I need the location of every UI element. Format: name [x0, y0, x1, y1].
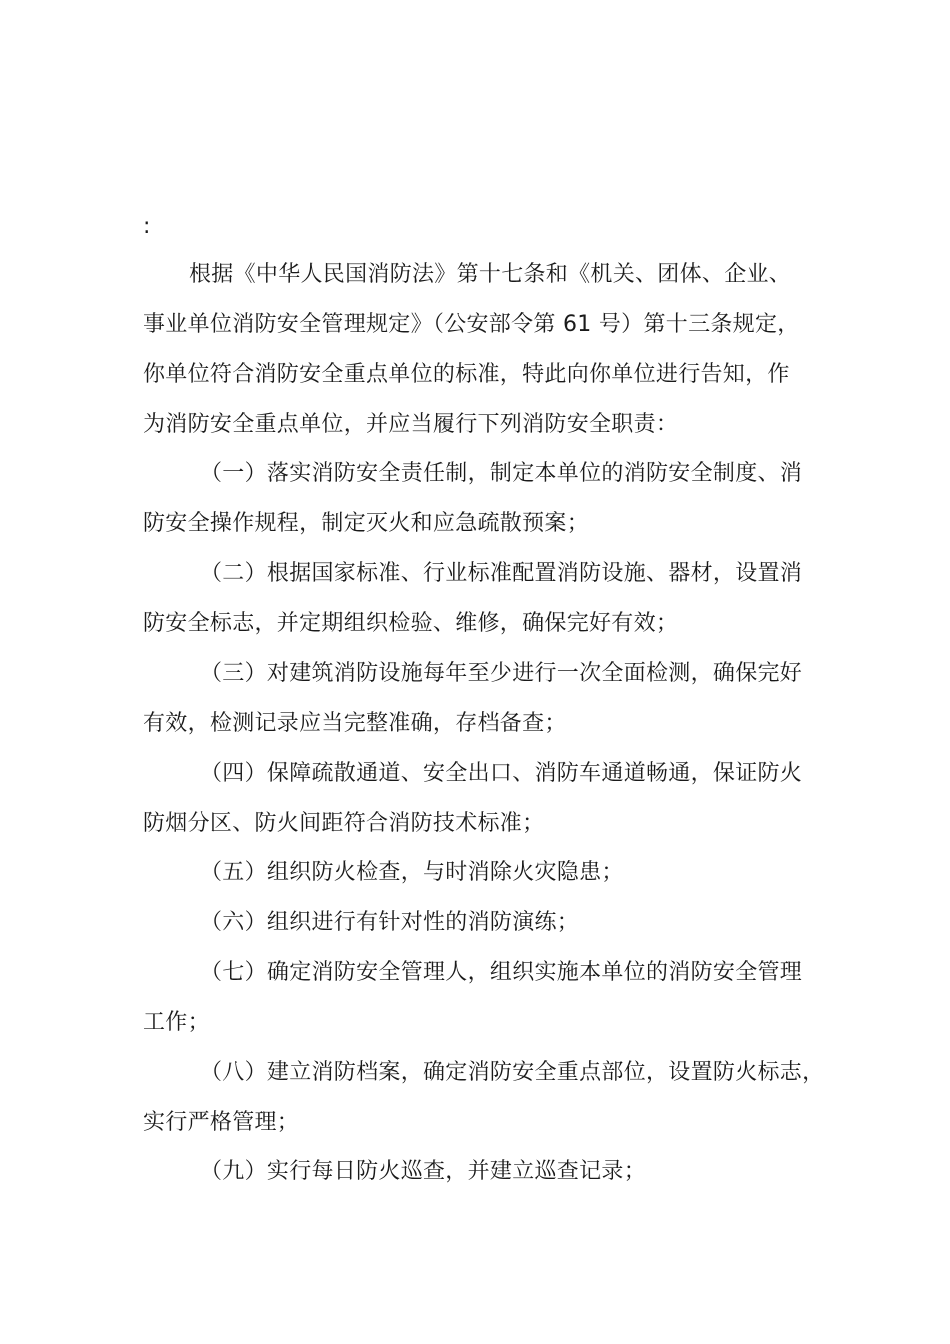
duty-item-1-line: （一）落实消防安全责任制，制定本单位的消防安全制度、消 — [200, 461, 803, 486]
salutation-colon: : — [143, 214, 151, 239]
duty-item-3-line: （三）对建筑消防设施每年至少进行一次全面检测，确保完好 — [200, 661, 803, 686]
duty-item-4-line: 防烟分区、防火间距符合消防技术标准； — [143, 811, 545, 836]
body-line: 为消防安全重点单位，并应当履行下列消防安全职责： — [143, 412, 679, 437]
duty-item-2-line: （二）根据国家标准、行业标准配置消防设施、器材，设置消 — [200, 561, 803, 586]
duty-item-4-line: （四）保障疏散通道、安全出口、消防车通道畅通，保证防火 — [200, 761, 803, 786]
body-line: 你单位符合消防安全重点单位的标准，特此向你单位进行告知，作 — [143, 362, 790, 387]
duty-item-8-line: （八）建立消防档案，确定消防安全重点部位，设置防火标志， — [200, 1060, 825, 1085]
duty-item-2-line: 防安全标志，并定期组织检验、维修，确保完好有效； — [143, 611, 679, 636]
duty-item-9: （九）实行每日防火巡查，并建立巡查记录； — [200, 1159, 647, 1184]
duty-item-6: （六）组织进行有针对性的消防演练； — [200, 910, 580, 935]
body-line: 根据《中华人民国消防法》第十七条和《机关、团体、企业、 — [189, 262, 792, 287]
duty-item-8-line: 实行严格管理； — [143, 1110, 300, 1135]
duty-item-5: （五）组织防火检查，与时消除火灾隐患； — [200, 860, 624, 885]
duty-item-3-line: 有效，检测记录应当完整准确，存档备查； — [143, 711, 567, 736]
duty-item-7-line: 工作； — [143, 1010, 210, 1035]
duty-item-7-line: （七）确定消防安全管理人，组织实施本单位的消防安全管理 — [200, 960, 803, 985]
duty-item-1-line: 防安全操作规程，制定灭火和应急疏散预案； — [143, 511, 590, 536]
body-line: 事业单位消防安全管理规定》（公安部令第 61 号）第十三条规定， — [143, 312, 800, 337]
